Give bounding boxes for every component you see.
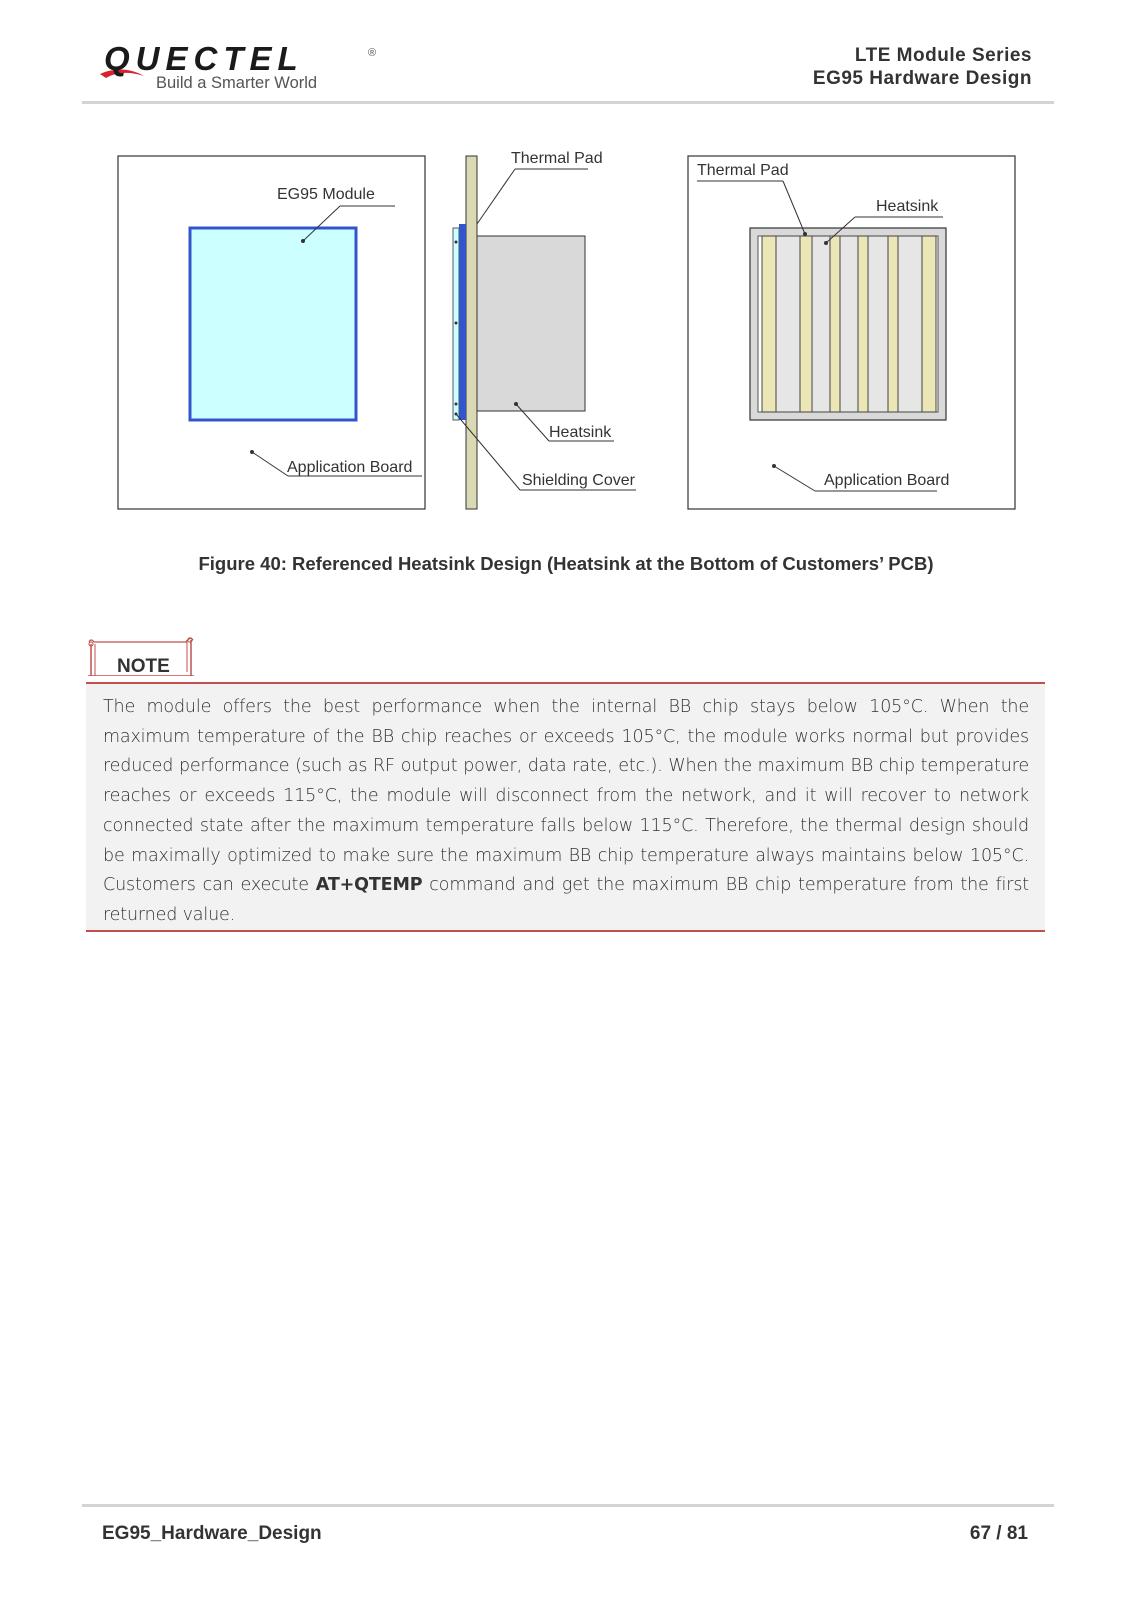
middle-panel xyxy=(453,150,636,509)
logo-tagline: Build a Smarter World xyxy=(156,74,318,92)
leader-dot xyxy=(301,239,305,243)
thermal-pad-label-right: Thermal Pad xyxy=(697,162,789,179)
heatsink-fins xyxy=(762,236,936,412)
heatsink-figure xyxy=(0,0,1132,520)
leader-dot xyxy=(514,402,518,406)
thermal-pad-strip xyxy=(922,236,936,412)
eg95-module-label: EG95 Module xyxy=(277,186,375,203)
module-side xyxy=(459,224,466,420)
note-text-part: The module offers the best performance when the internal BB chip stays below 105°C. When the maximum temperature of the BB chip reaches or exceeds 105°C, the module works normal but provides reduced performance (such as RF output power, data rate, etc.). When the maximum BB chip temperature reaches or exceeds 115°C, the module will disconnect from the network, and it will recover to network connected state after the maximum temperature falls below 115°C. Therefore, the thermal design should be maximally optimized to make sure the maximum BB chip temperature always maintains below 105°C. Customers can execute xyxy=(103,697,1029,896)
heatsink-label-right: Heatsink xyxy=(876,198,939,215)
footer-doc-name: EG95_Hardware_Design xyxy=(102,1523,322,1544)
eg95-module-shape xyxy=(190,228,356,420)
fin-strip xyxy=(868,236,888,412)
application-board-side xyxy=(466,156,477,509)
application-board-label-right: Application Board xyxy=(824,472,950,489)
shielding-cover-label: Shielding Cover xyxy=(522,472,635,489)
solder-dot xyxy=(455,241,458,244)
solder-dot xyxy=(455,403,458,406)
figure-caption: Figure 40: Referenced Heatsink Design (Heatsink at the Bottom of Customers’ PCB) xyxy=(198,553,934,574)
heatsink-label-middle: Heatsink xyxy=(549,424,612,441)
header-series: LTE Module Series xyxy=(854,45,1032,66)
thermal-pad-strip xyxy=(830,236,840,412)
thermal-pad-strip xyxy=(800,236,812,412)
registered-mark: ® xyxy=(368,47,377,59)
solder-dot xyxy=(455,322,458,325)
leader-line xyxy=(477,169,515,224)
at-command: AT+QTEMP xyxy=(315,875,423,896)
fin-strip xyxy=(812,236,830,412)
leader-dot xyxy=(824,241,828,245)
thermal-pad-label-middle: Thermal Pad xyxy=(511,150,603,167)
thermal-pad-strip xyxy=(888,236,898,412)
heatsink-side xyxy=(477,236,585,411)
leader-dot xyxy=(250,450,254,454)
right-panel xyxy=(688,156,1015,509)
fin-strip xyxy=(898,236,922,412)
leader-dot xyxy=(803,232,807,236)
note-text-part: command and get the maximum BB chip temperature from the first returned value. xyxy=(103,875,1029,925)
application-board-label-left: Application Board xyxy=(287,459,413,476)
footer-page-number: 67 / 81 xyxy=(969,1523,1028,1544)
note-body xyxy=(103,693,1029,931)
header-doc-title: EG95 Hardware Design xyxy=(812,68,1032,89)
logo-text: QUECTEL xyxy=(104,40,304,77)
fin-strip xyxy=(776,236,800,412)
thermal-pad-strip xyxy=(762,236,776,412)
leader-dot xyxy=(772,464,776,468)
thermal-pad-strip xyxy=(858,236,868,412)
fin-strip xyxy=(840,236,858,412)
footer-divider xyxy=(82,1504,1054,1507)
left-panel xyxy=(118,156,425,509)
note-title: NOTE xyxy=(117,656,170,677)
